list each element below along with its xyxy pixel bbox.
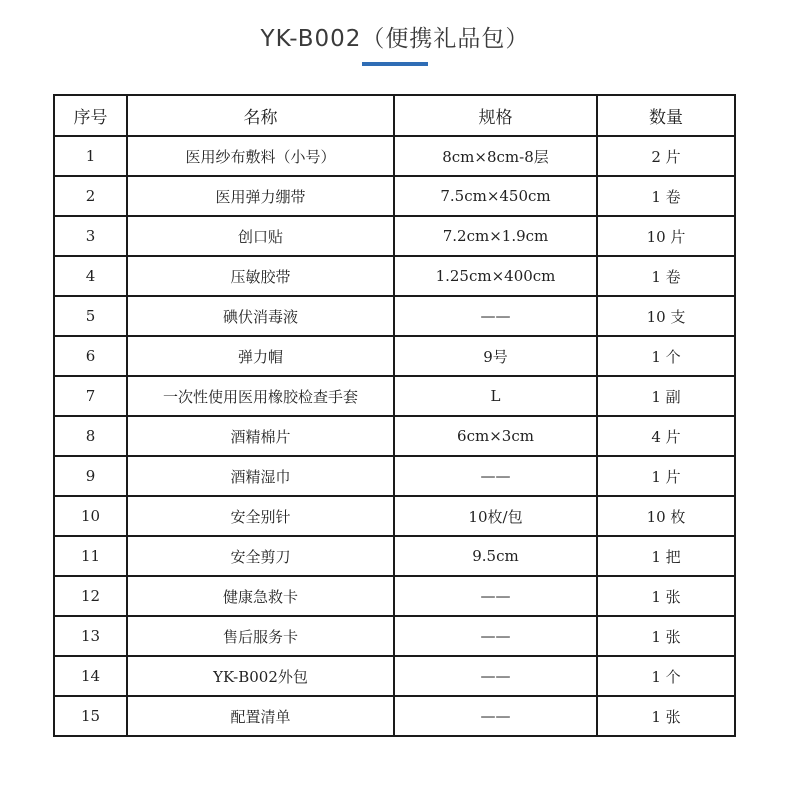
item-number: 10 [54,496,127,536]
header-name: 名称 [127,95,394,136]
item-name: 配置清单 [127,696,394,736]
table-row [54,296,735,336]
item-spec: —— [394,656,597,696]
item-quantity: 1 把 [597,536,735,576]
item-number: 9 [54,456,127,496]
item-spec: —— [394,456,597,496]
item-quantity: 1 副 [597,376,735,416]
header-quantity: 数量 [597,95,735,136]
item-quantity: 1 张 [597,616,735,656]
item-spec: —— [394,696,597,736]
item-spec: 10枚/包 [394,496,597,536]
header-spec: 规格 [394,95,597,136]
item-name: 碘伏消毒液 [127,296,394,336]
item-name: 安全剪刀 [127,536,394,576]
item-number: 15 [54,696,127,736]
header-number: 序号 [54,95,127,136]
item-quantity: 1 张 [597,696,735,736]
item-spec: 9.5cm [394,536,597,576]
item-quantity: 4 片 [597,416,735,456]
item-number: 8 [54,416,127,456]
item-quantity: 1 张 [597,576,735,616]
table-row [54,176,735,216]
item-number: 4 [54,256,127,296]
item-quantity: 2 片 [597,136,735,176]
table-row [54,256,735,296]
item-number: 7 [54,376,127,416]
item-quantity: 10 片 [597,216,735,256]
item-spec: 8cm×8cm-8层 [394,136,597,176]
item-quantity: 10 枚 [597,496,735,536]
item-number: 11 [54,536,127,576]
item-quantity: 10 支 [597,296,735,336]
item-spec: 9号 [394,336,597,376]
item-name: 医用纱布敷料（小号） [127,136,394,176]
page-title: YK-B002（便携礼品包） [260,26,530,52]
item-name: 酒精棉片 [127,416,394,456]
item-name: 创口贴 [127,216,394,256]
table-row [54,216,735,256]
item-number: 5 [54,296,127,336]
table-row [54,496,735,536]
table-row [54,456,735,496]
item-spec: —— [394,296,597,336]
table-header-row [54,95,735,136]
item-number: 13 [54,616,127,656]
item-number: 6 [54,336,127,376]
item-spec: 7.5cm×450cm [394,176,597,216]
item-number: 14 [54,656,127,696]
table-row [54,616,735,656]
item-spec: —— [394,576,597,616]
table-row [54,576,735,616]
item-quantity: 1 个 [597,336,735,376]
table-row [54,656,735,696]
item-number: 3 [54,216,127,256]
item-name: 健康急救卡 [127,576,394,616]
item-name: 售后服务卡 [127,616,394,656]
table-row [54,336,735,376]
item-name: 压敏胶带 [127,256,394,296]
item-name: 酒精湿巾 [127,456,394,496]
item-spec: —— [394,616,597,656]
item-name: 安全别针 [127,496,394,536]
item-name: 弹力帽 [127,336,394,376]
table-row [54,696,735,736]
title-underline [362,62,428,66]
item-spec: 7.2cm×1.9cm [394,216,597,256]
contents-table [53,94,736,737]
item-number: 1 [54,136,127,176]
item-quantity: 1 卷 [597,176,735,216]
table-row [54,376,735,416]
item-spec: 6cm×3cm [394,416,597,456]
table-row [54,536,735,576]
item-number: 12 [54,576,127,616]
table-row [54,416,735,456]
item-spec: L [394,376,597,416]
item-quantity: 1 片 [597,456,735,496]
item-quantity: 1 个 [597,656,735,696]
table-row [54,136,735,176]
item-quantity: 1 卷 [597,256,735,296]
item-number: 2 [54,176,127,216]
item-spec: 1.25cm×400cm [394,256,597,296]
item-name: 一次性使用医用橡胶检查手套 [127,376,394,416]
item-name: YK-B002外包 [127,656,394,696]
item-name: 医用弹力绷带 [127,176,394,216]
